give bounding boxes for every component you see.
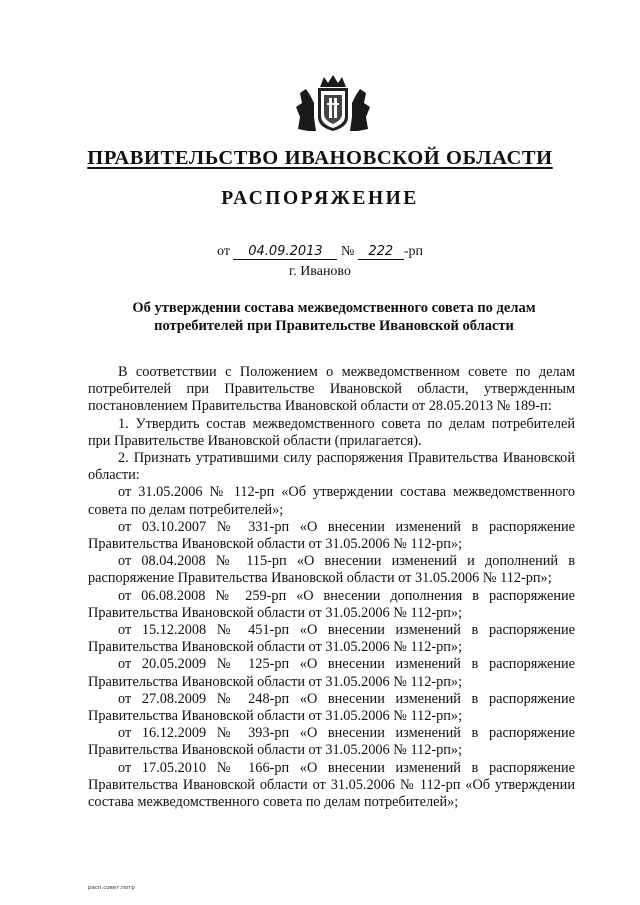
- document-type: РАСПОРЯЖЕНИЕ: [221, 188, 419, 209]
- paragraph: от 15.12.2008 № 451-рп «О внесении изменений в распоряжение Правительства Ивановской области от 31.05.2006 № 112-рп»;: [88, 622, 575, 656]
- date-number-line: [0, 244, 640, 260]
- number-suffix: -рп: [403, 244, 423, 259]
- number-value: 222: [358, 245, 404, 260]
- date-prefix: от: [217, 244, 230, 259]
- government-title: ПРАВИТЕЛЬСТВО ИВАНОВСКОЙ ОБЛАСТИ: [87, 147, 553, 169]
- paragraph: В соответствии с Положением о межведомственном совете по делам потребителей при Правительстве Ивановской области, утвержденным постановлением Правительства Ивановской области от 28.05.2013 № 189-п:: [88, 364, 575, 415]
- coat-of-arms-icon: [294, 73, 372, 133]
- subject-line: Об утверждении состава межведомственного совета по делам: [132, 300, 536, 316]
- city: г. Иваново: [289, 264, 351, 279]
- paragraph: 2. Признать утратившими силу распоряжения Правительства Ивановской области:: [88, 450, 575, 484]
- paragraph: от 31.05.2006 № 112-рп «Об утверждении состава межведомственного совета по делам потребителей»;: [88, 484, 575, 518]
- subject-line: потребителей при Правительстве Ивановской области: [154, 318, 514, 334]
- paragraph: от 27.08.2009 № 248-рп «О внесении изменений в распоряжение Правительства Ивановской области от 31.05.2006 № 112-рп»;: [88, 690, 575, 725]
- subject-heading: [108, 299, 560, 335]
- paragraph: от 08.04.2008 № 115-рп «О внесении изменений и дополнений в распоряжение Правительства Ивановской области от 31.05.2006 № 112-рп»;: [88, 553, 575, 587]
- paragraph: от 16.12.2009 № 393-рп «О внесении изменений в распоряжение Правительства Ивановской области от 31.05.2006 № 112-рп»;: [88, 725, 575, 759]
- document-body: [88, 364, 575, 811]
- paragraph: 1. Утвердить состав межведомственного совета по делам потребителей при Правительстве Ивановской области (прилагается).: [88, 415, 575, 449]
- paragraph: от 17.05.2010 № 166-рп «О внесении изменений в распоряжение Правительства Ивановской области от 31.05.2006 № 112-рп «Об утверждении состава межведомственного совета по делам потребителей»;: [88, 759, 575, 811]
- date-value: 04.09.2013: [233, 245, 337, 260]
- paragraph: от 06.08.2008 № 259-рп «О внесении дополнения в распоряжение Правительства Ивановской области от 31.05.2006 № 112-рп»;: [88, 587, 575, 621]
- number-prefix: №: [340, 244, 355, 259]
- file-footer: расп.совет.потр: [88, 885, 135, 891]
- paragraph: от 03.10.2007 № 331-рп «О внесении изменений в распоряжение Правительства Ивановской области от 31.05.2006 № 112-рп»;: [88, 518, 575, 553]
- paragraph: от 20.05.2009 № 125-рп «О внесении изменений в распоряжение Правительства Ивановской области от 31.05.2006 № 112-рп»;: [88, 656, 575, 690]
